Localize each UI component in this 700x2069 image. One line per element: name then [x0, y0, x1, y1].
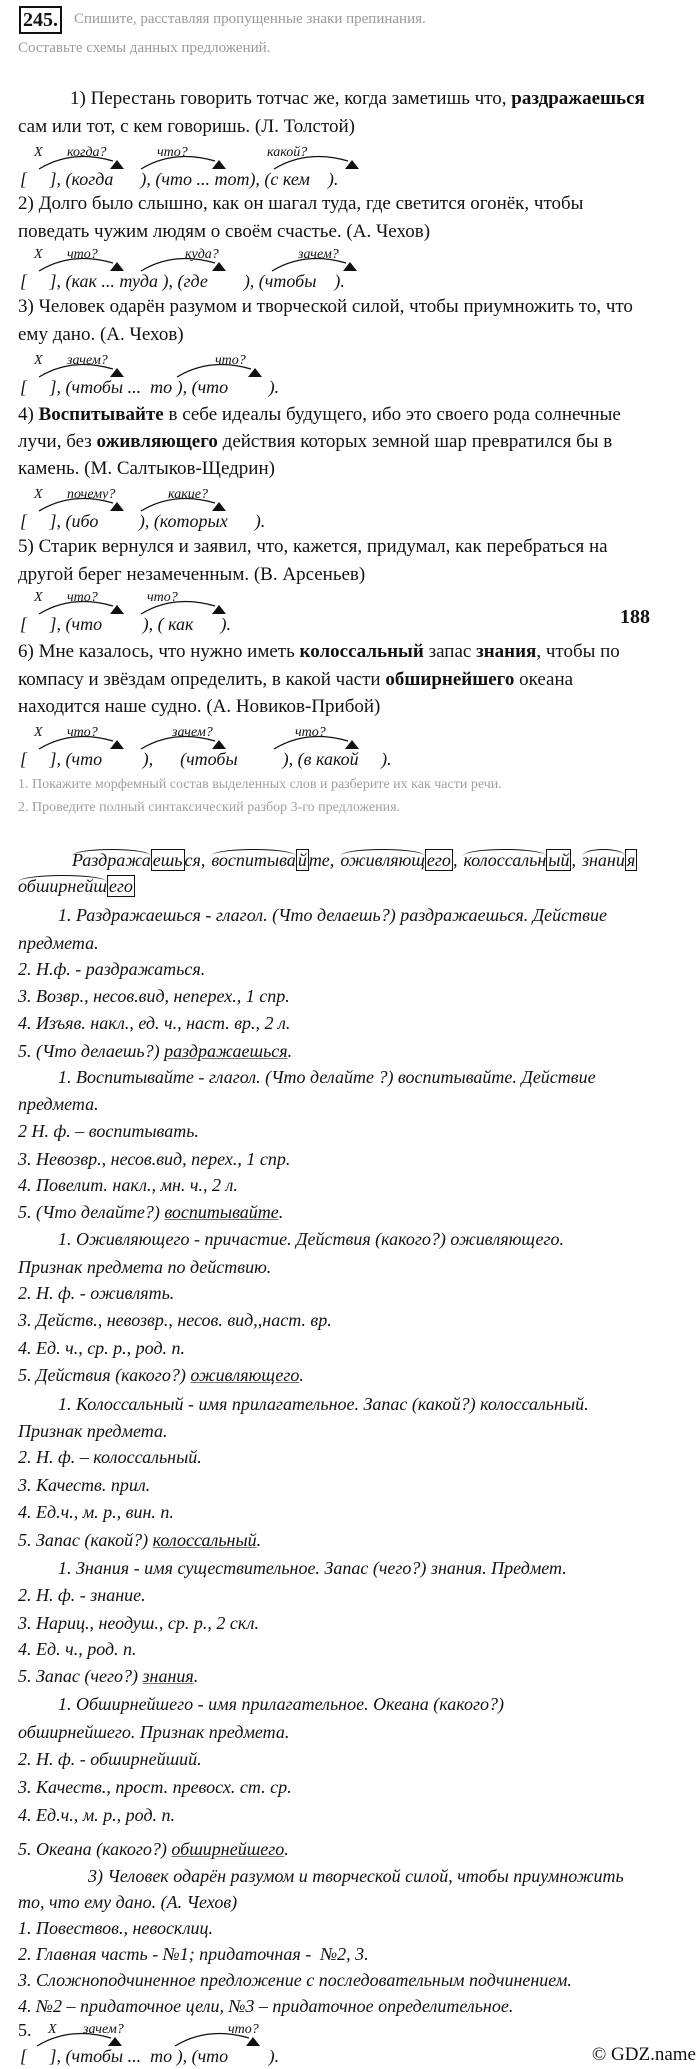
sentence-text: действия которых земной шар превратился бы в [217, 431, 613, 452]
copyright: © GDZ.name [591, 2044, 696, 2065]
scheme-question-label: что? [228, 2022, 259, 2037]
morpheme-word [18, 876, 135, 896]
scheme-brackets: [ ], (чтобы ... то ), (что ). [20, 377, 280, 397]
highlighted-word: обширнейшего [385, 669, 515, 690]
morpheme-word [463, 850, 576, 870]
analysis-line: 4. Ед. ч., род. п. [18, 1639, 137, 1659]
sentence-text: в себе идеалы будущего, ибо это своего рода солнечные [163, 404, 621, 425]
analysis-line: 1. Оживляющего - причастие. Действия (какого?) оживляющего. [58, 1229, 564, 1249]
scheme-question-label: зачем? [298, 247, 339, 262]
dependency-arc [141, 602, 215, 615]
scheme-brackets: [ ], (что ), (чтобы ), (в какой ). [20, 749, 392, 769]
answer-question: 5. Океана (какого?) [18, 1839, 172, 1859]
scheme-item-number: 5. [18, 2020, 32, 2040]
answer-punct: . [256, 1530, 262, 1550]
analysis-answer [18, 1527, 261, 1553]
sentence-text: ему дано. (А. Чехов) [18, 324, 184, 345]
answer-word: колоссальный [152, 1530, 257, 1550]
exercise-number: 245. [19, 6, 62, 34]
analysis-line: 3. Невозвр., несов.вид, перех., 1 спр. [18, 1149, 291, 1169]
dependency-arc [141, 259, 215, 272]
sentence-line [18, 456, 275, 482]
sentence-line [18, 534, 608, 560]
dependency-arc [39, 499, 113, 512]
answer-question: 5. Запас (какой?) [18, 1530, 153, 1550]
sentence-text: 1) Перестань говорить тотчас же, когда заметишь что, [70, 88, 512, 109]
answer-word: воспитывайте [164, 1202, 279, 1222]
morpheme-line [18, 873, 141, 899]
sentence-text: сам или тот, с кем говоришь. (Л. Толстой) [18, 116, 355, 137]
sentence-text: компасу и звёздам определить, в какой части [18, 669, 386, 690]
scheme-question-label: X [34, 145, 43, 160]
dependency-arc [141, 499, 215, 512]
dependency-arc [141, 157, 215, 170]
word-ending: й [297, 850, 307, 870]
sentence-line [18, 322, 184, 348]
analysis-line: 2. Н. ф. – колоссальный. [18, 1447, 202, 1467]
analysis-line: 4. Ед.ч., м. р., вин. п. [18, 1502, 174, 1522]
analysis-line: 3. Качеств. прил. [18, 1475, 151, 1495]
sentence-text: лучи, без [18, 431, 97, 452]
answer-punct: . [193, 1666, 199, 1686]
analysis-line: 3. Возвр., несов.вид, неперех., 1 спр. [18, 986, 290, 1006]
scheme-question-label: какой? [267, 145, 308, 160]
sentence-line [18, 694, 380, 720]
answer-question: 5. Действия (какого?) [18, 1365, 191, 1385]
dependency-arc [37, 2034, 111, 2047]
sentence-text: камень. (М. Салтыков-Щедрин) [18, 458, 275, 479]
scheme-brackets: [ ], (как ... туда ), (где ), (чтобы ). [20, 271, 345, 291]
analysis-line: Признак предмета по действию. [18, 1257, 272, 1277]
answer-word: обширнейшего [171, 1839, 285, 1859]
analysis-answer [18, 1836, 289, 1862]
dependency-arc [39, 259, 113, 272]
analysis-line: предмета. [18, 1094, 99, 1114]
scheme-arcs [0, 719, 700, 749]
analysis-line: предмета. [18, 933, 99, 953]
scheme-question-label: X [48, 2022, 57, 2037]
scheme-question-label: X [34, 487, 43, 502]
scheme-question-label: что? [67, 725, 98, 740]
sentence-text: , чтобы по [536, 641, 620, 662]
syntax-line: то, что ему дано. (А. Чехов) [18, 1892, 238, 1912]
answer-question: 5. Запас (чего?) [18, 1666, 143, 1686]
morpheme-line [72, 847, 643, 873]
analysis-line: 2 Н. ф. – воспитывать. [18, 1121, 199, 1141]
analysis-answer [18, 1038, 292, 1064]
analysis-line: 1. Воспитывайте - глагол. (Что делайте ?) воспитывайте. Действие [58, 1067, 596, 1087]
answer-punct: . [299, 1365, 304, 1385]
word-stem: колоссальн [463, 850, 547, 870]
syntax-line: 3. Сложноподчиненное предложение с последовательным подчинением. [18, 1970, 572, 1990]
sentence-line [18, 667, 573, 693]
syntax-line: 3) Человек одарён разумом и творческой силой, чтобы приумножить [88, 1866, 624, 1886]
sentence-text: другой берег незамеченным. (В. Арсеньев) [18, 564, 366, 585]
morpheme-word [211, 850, 334, 870]
scheme-question-label: X [34, 353, 43, 368]
highlighted-word: колоссальный [299, 641, 424, 662]
analysis-line: 4. Ед. ч., ср. р., род. п. [18, 1338, 186, 1358]
word-ending: ешь [152, 850, 183, 870]
sentence-text: 4) [18, 404, 39, 425]
scheme-arcs [0, 347, 700, 377]
sentence-line [18, 429, 612, 455]
morpheme-word [340, 850, 457, 870]
answer-question: 5. (Что делайте?) [18, 1202, 165, 1222]
word-tail: те, [308, 850, 335, 870]
analysis-line: 3. Качеств., прост. превосх. ст. ср. [18, 1777, 292, 1797]
scheme-arcs [0, 481, 700, 511]
sentence-text: 3) Человек одарён разумом и творческой силой, чтобы приумножить то, что [18, 296, 633, 317]
scheme-question-label: почему? [67, 487, 116, 502]
syntax-line: 1. Повествов., невосклиц. [18, 1918, 214, 1938]
dependency-arc [141, 737, 215, 750]
answer-punct: . [278, 1202, 284, 1222]
scheme-question-label: что? [215, 353, 246, 368]
sentence-line [70, 86, 645, 112]
dependency-arc [39, 365, 113, 378]
word-ending: я [626, 850, 636, 870]
analysis-line: 4. Ед.ч., м. р., род. п. [18, 1805, 176, 1825]
scheme-arcs [0, 139, 700, 169]
sentence-line [18, 114, 355, 140]
sentence-text: 2) Долго было слышно, как он шагал туда, где светится огонёк, чтобы [18, 193, 584, 214]
dependency-arc [39, 157, 113, 170]
morpheme-word [72, 850, 205, 870]
analysis-line: 2. Н. ф. - обширнейший. [18, 1749, 202, 1769]
answer-punct: . [284, 1839, 289, 1859]
task-line: 2. Проведите полный синтаксический разбор 3-го предложения. [18, 800, 401, 815]
scheme-question-label: зачем? [172, 725, 213, 740]
answer-word: раздражаешься [164, 1041, 288, 1061]
sentence-line [18, 191, 583, 217]
answer-word: оживляющего [190, 1365, 300, 1385]
scheme-question-label: что? [67, 590, 98, 605]
scheme-question-label: какие? [168, 487, 208, 502]
scheme-arcs [0, 584, 700, 614]
analysis-line: 2. Н. ф. - знание. [18, 1585, 146, 1605]
sentence-text: поведать чужим людям о своём счастье. (А. Чехов) [18, 221, 431, 242]
analysis-line: 4. Изъяв. накл., ед. ч., наст. вр., 2 л. [18, 1013, 291, 1033]
highlighted-word: Воспитывайте [38, 404, 164, 425]
scheme-question-label: что? [67, 247, 98, 262]
dependency-arc [177, 365, 251, 378]
analysis-answer [18, 1663, 198, 1689]
word-ending: ый [548, 850, 570, 870]
scheme-question-label: X [34, 725, 43, 740]
highlighted-word: раздражаешься [511, 88, 645, 109]
answer-punct: . [287, 1041, 293, 1061]
dependency-arc [274, 737, 348, 750]
scheme-arcs [0, 241, 700, 271]
sentence-text: запас [423, 641, 477, 662]
analysis-line: 3. Нариц., неодуш., ср. р., 2 скл. [18, 1613, 259, 1633]
instruction-line: Составьте схемы данных предложений. [18, 40, 271, 56]
scheme-question-label: X [34, 247, 43, 262]
dependency-arc [272, 259, 346, 272]
word-tail: ся, [184, 850, 206, 870]
syntax-line: 2. Главная часть - №1; придаточная - №2, 3. [18, 1944, 369, 1964]
analysis-line: 4. Повелит. накл., мн. ч., 2 л. [18, 1175, 238, 1195]
page-number: 188 [620, 606, 650, 628]
scheme-arcs [0, 2016, 700, 2046]
sentence-text: океана [514, 669, 574, 690]
scheme-question-label: куда? [185, 247, 219, 262]
analysis-line: 1. Знания - имя существительное. Запас (чего?) знания. Предмет. [58, 1558, 567, 1578]
analysis-line: 3. Действ., невозвр., несов. вид,,наст. вр. [18, 1310, 332, 1330]
highlighted-word: знания [476, 641, 537, 662]
highlighted-word: оживляющего [96, 431, 218, 452]
sentence-line [18, 402, 621, 428]
answer-word: знания [142, 1666, 194, 1686]
word-ending: его [108, 876, 133, 896]
morpheme-word [582, 850, 637, 870]
analysis-line: 1. Обширнейшего - имя прилагательное. Океана (какого?) [58, 1694, 504, 1714]
word-ending: его [426, 850, 451, 870]
scheme-question-label: что? [295, 725, 326, 740]
scheme-brackets: [ ], (чтобы ... то ), (что ). [20, 2046, 280, 2066]
analysis-line: 2. Н. ф. - оживлять. [18, 1283, 175, 1303]
sentence-text: 5) Старик вернулся и заявил, что, кажется, придумал, как перебраться на [18, 536, 608, 557]
sentence-text: находится наше судно. (А. Новиков-Прибой) [18, 696, 381, 717]
analysis-line: 1. Раздражаешься - глагол. (Что делаешь?) раздражаешься. Действие [58, 905, 607, 925]
answer-question: 5. (Что делаешь?) [18, 1041, 165, 1061]
analysis-line: 1. Колоссальный - имя прилагательное. Запас (какой?) колоссальный. [58, 1394, 589, 1414]
word-tail: , [452, 850, 458, 870]
scheme-question-label: зачем? [83, 2022, 124, 2037]
scheme-brackets: [ ], (что ), ( как ). [20, 614, 231, 634]
dependency-arc [274, 157, 348, 170]
scheme-question-label: когда? [67, 145, 107, 160]
scheme-question-label: что? [157, 145, 188, 160]
instruction-line: Спишите, расставляя пропущенные знаки препинания. [74, 11, 426, 27]
scheme-question-label: что? [147, 590, 178, 605]
analysis-answer [18, 1362, 304, 1388]
word-stem: знани [581, 850, 625, 870]
dependency-arc [39, 737, 113, 750]
scheme-brackets: [ ], (ибо ), (которых ). [20, 511, 266, 531]
scheme-brackets: [ ], (когда ), (что ... тот), (с кем ). [20, 169, 339, 189]
scheme-question-label: зачем? [67, 353, 108, 368]
word-stem: оживляющ [340, 850, 425, 870]
sentence-text: 6) Мне казалось, что нужно иметь [18, 641, 300, 662]
analysis-answer [18, 1199, 283, 1225]
dependency-arc [175, 2034, 249, 2047]
syntax-line: 4. №2 – придаточное цели, №3 – придаточное определительное. [18, 1996, 514, 2016]
task-line: 1. Покажите морфемный состав выделенных слов и разберите их как части речи. [18, 777, 502, 792]
word-tail: , [571, 850, 576, 870]
sentence-line [18, 294, 633, 320]
sentence-line [18, 639, 620, 665]
scheme-question-label: X [34, 590, 43, 605]
word-stem: воспитыва [211, 850, 296, 870]
analysis-line: обширнейшего. Признак предмета. [18, 1722, 290, 1742]
dependency-arc [39, 602, 113, 615]
analysis-line: Признак предмета. [18, 1421, 168, 1441]
word-stem: обширнейш [18, 876, 107, 896]
word-stem: Раздража [72, 850, 151, 870]
analysis-line: 2. Н.ф. - раздражаться. [18, 959, 206, 979]
